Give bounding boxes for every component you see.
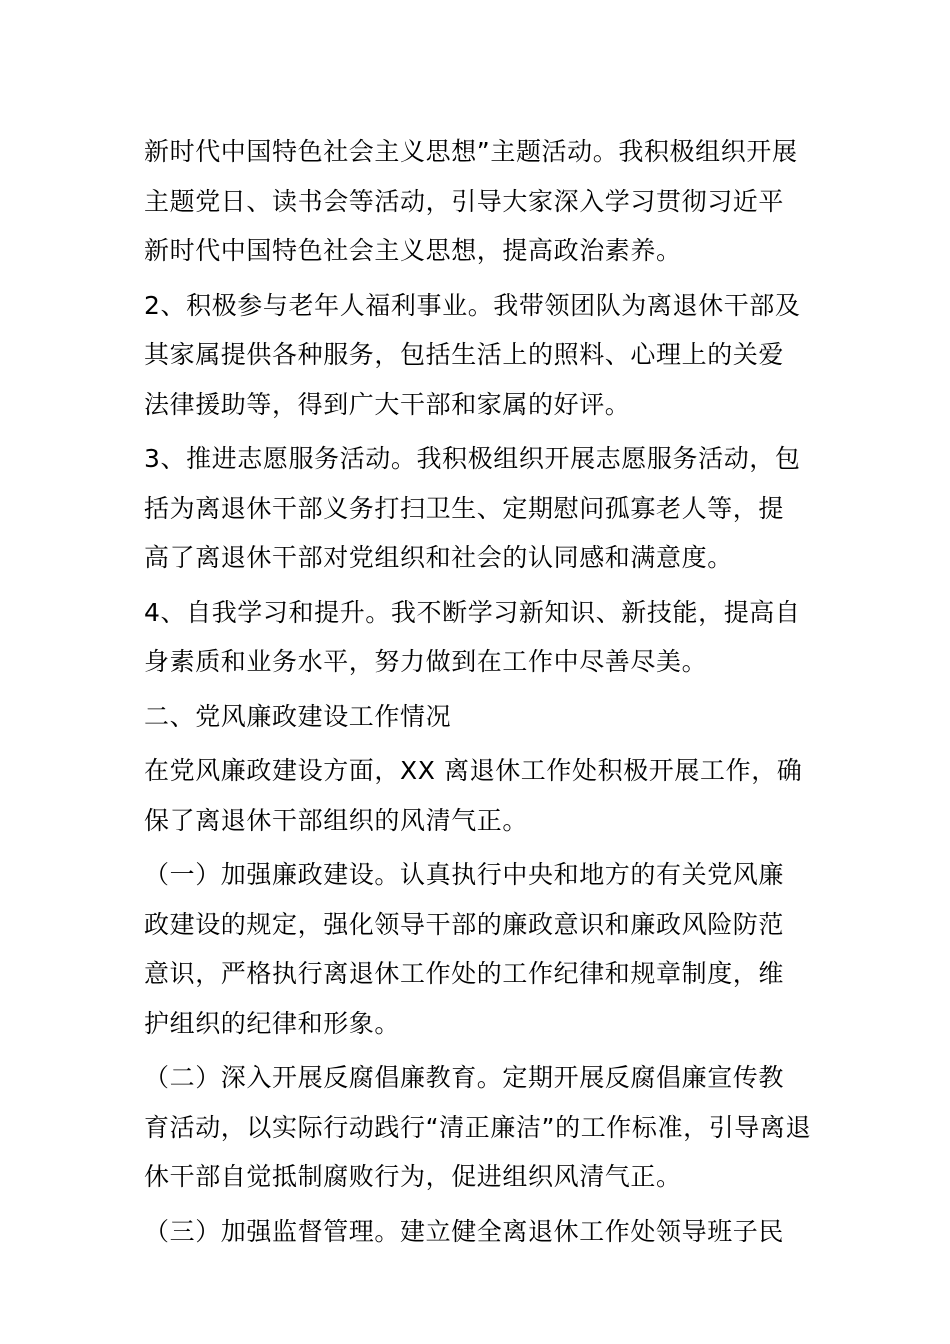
text-line: 意识，严格执行离退休工作处的工作纪律和规章制度，维 bbox=[144, 959, 785, 988]
text-line: 新时代中国特色社会主义思想”主题活动。我积极组织开展 bbox=[144, 137, 798, 166]
text-line: 休干部自觉抵制腐败行为，促进组织风清气正。 bbox=[144, 1162, 682, 1191]
text-line: 法律援助等，得到广大干部和家属的好评。 bbox=[144, 389, 631, 419]
paragraph-8 bbox=[144, 1053, 812, 1202]
text-line: 4、自我学习和提升。我不断学习新知识、新技能，提高自 bbox=[144, 597, 801, 627]
text-line: （一）加强廉政建设。认真执行中央和地方的有关党风廉 bbox=[144, 860, 785, 889]
text-line: 3、推进志愿服务活动。我积极组织开展志愿服务活动，包 bbox=[144, 444, 801, 473]
text-line: 政建设的规定，强化领导干部的廉政意识和廉政风险防范 bbox=[144, 909, 785, 939]
paragraph-7 bbox=[144, 850, 809, 1048]
paragraph-4 bbox=[144, 588, 809, 687]
text-line: 主题党日、读书会等活动，引导大家深入学习贯彻习近平 bbox=[144, 186, 785, 216]
text-line: 高了离退休干部对党组织和社会的认同感和满意度。 bbox=[144, 543, 733, 572]
text-line: （三）加强监督管理。建立健全离退休工作处领导班子民 bbox=[144, 1216, 785, 1246]
document-body bbox=[144, 127, 812, 1261]
text-line: 新时代中国特色社会主义思想，提高政治素养。 bbox=[144, 236, 682, 265]
text-line: 育活动，以实际行动践行“清正廉洁”的工作标准，引导离退 bbox=[144, 1112, 812, 1142]
text-line: 保了离退休干部组织的风清气正。 bbox=[144, 805, 529, 835]
paragraph-6 bbox=[144, 746, 809, 845]
text-line: 护组织的纪律和形象。 bbox=[144, 1008, 401, 1038]
text-line: （二）深入开展反腐倡廉教育。定期开展反腐倡廉宣传教 bbox=[144, 1063, 785, 1092]
text-line: 其家属提供各种服务，包括生活上的照料、心理上的关爱 bbox=[144, 340, 785, 369]
text-line: 2、积极参与老年人福利事业。我带领团队为离退休干部及 bbox=[144, 290, 801, 320]
heading-line: 二、党风廉政建设工作情况 bbox=[144, 701, 452, 731]
text-line: 括为离退休干部义务打扫卫生、定期慰问孤寡老人等，提 bbox=[144, 493, 785, 523]
text-line: 身素质和业务水平，努力做到在工作中尽善尽美。 bbox=[144, 647, 708, 676]
text-line: 在党风廉政建设方面，XX 离退休工作处积极开展工作，确 bbox=[144, 756, 803, 785]
paragraph-9 bbox=[144, 1207, 809, 1257]
section-heading bbox=[144, 692, 809, 742]
paragraph-1 bbox=[144, 127, 809, 276]
paragraph-3 bbox=[144, 434, 809, 583]
paragraph-2 bbox=[144, 281, 809, 430]
